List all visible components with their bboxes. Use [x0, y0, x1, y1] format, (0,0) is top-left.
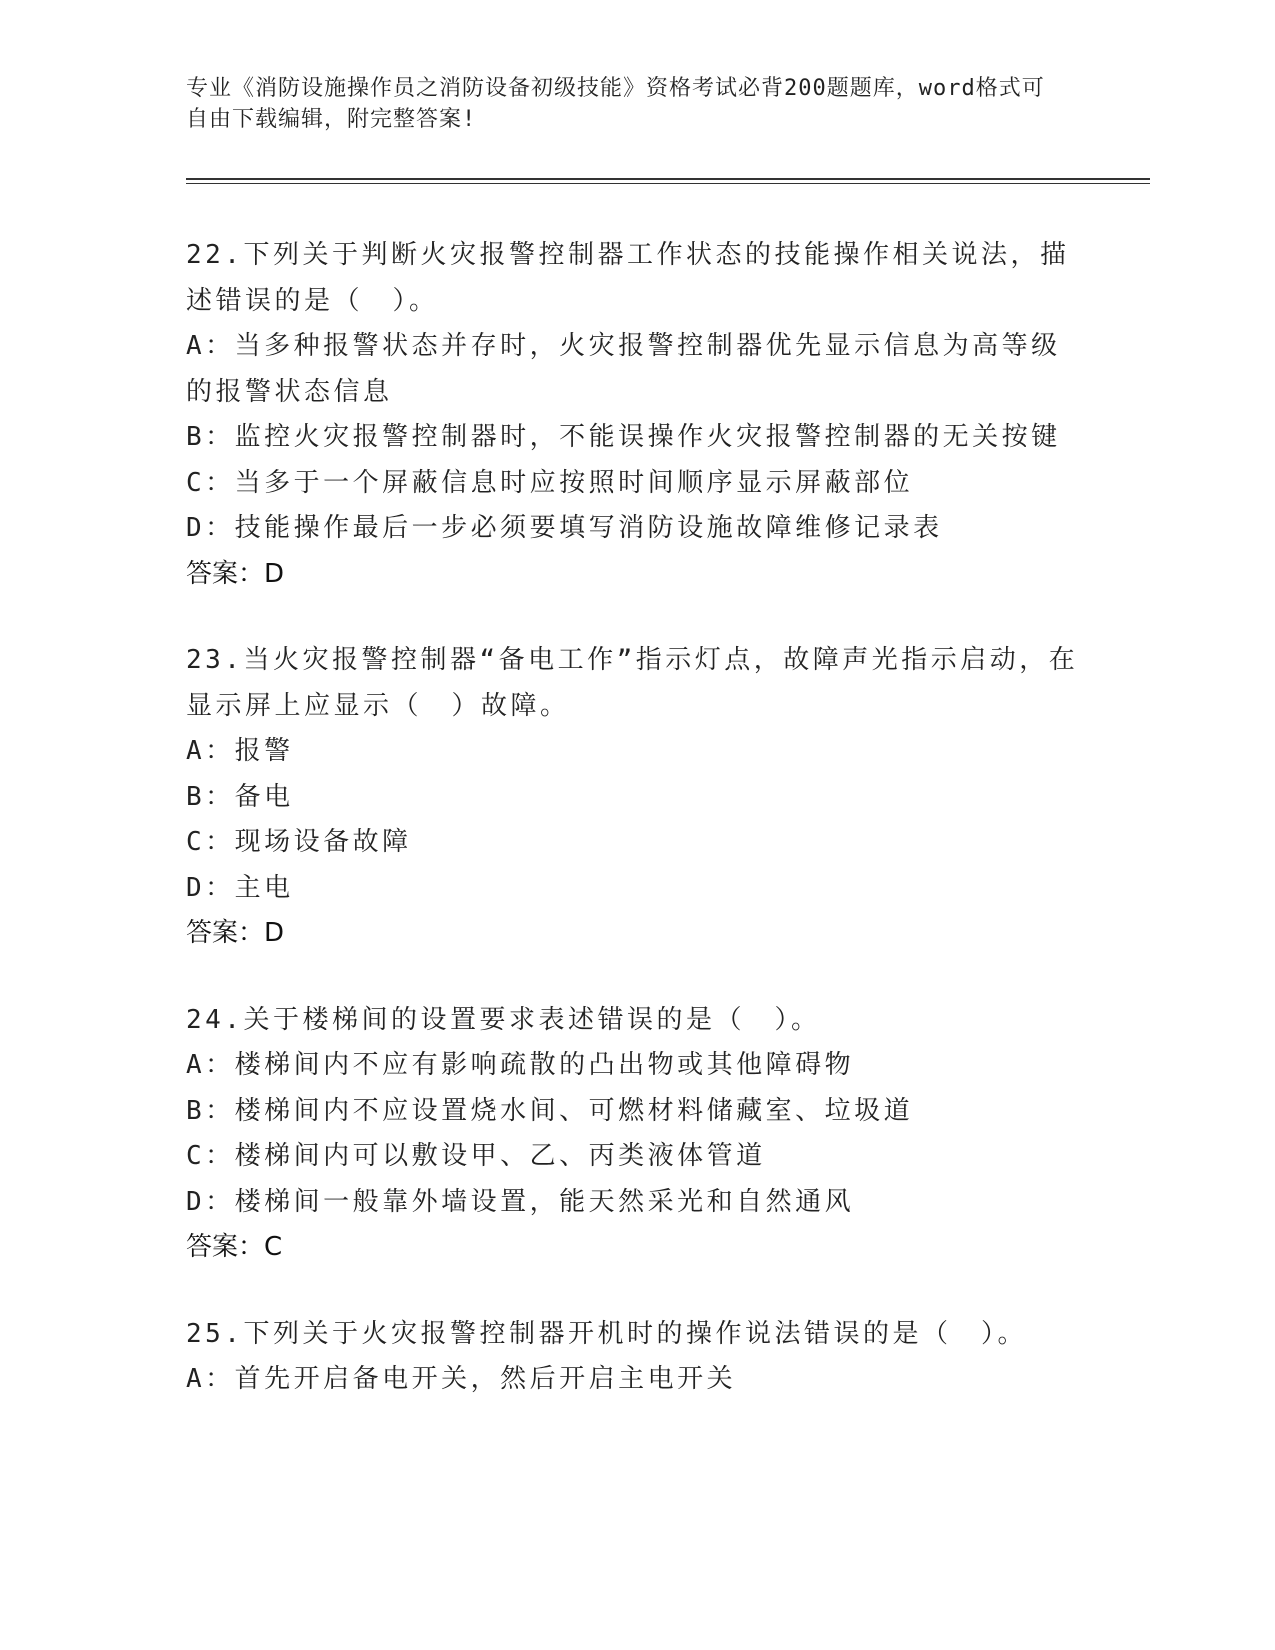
question-stem: 25.下列关于火灾报警控制器开机时的操作说法错误的是（ ）。 — [186, 1318, 1027, 1349]
header-divider-thin — [186, 183, 1150, 184]
document-header: 专业《消防设施操作员之消防设备初级技能》资格考试必背200题题库，word格式可自由下载编辑，附完整答案! — [186, 76, 1045, 132]
question-stem: 22.下列关于判断火灾报警控制器工作状态的技能操作相关说法，描述错误的是（ ）。 — [186, 240, 1070, 316]
option-c: C：当多于一个屏蔽信息时应按照时间顺序显示屏蔽部位 — [186, 467, 914, 498]
answer-line: 答案：C — [186, 1232, 283, 1262]
option-a: A：楼梯间内不应有影响疏散的凸出物或其他障碍物 — [186, 1050, 855, 1080]
question-23 — [186, 638, 1086, 957]
answer-line: 答案：D — [186, 918, 285, 948]
question-stem: 23.当火灾报警控制器“备电工作”指示灯点，故障声光指示启动，在显示屏上应显示（ ）故障。 — [186, 645, 1079, 721]
option-b: B：备电 — [186, 781, 294, 812]
option-d: D：主电 — [186, 872, 294, 903]
question-24 — [186, 998, 1086, 1271]
option-d: D：楼梯间一般靠外墙设置，能天然采光和自然通风 — [186, 1186, 855, 1217]
question-list — [186, 233, 1086, 1444]
option-a: A：当多种报警状态并存时，火灾报警控制器优先显示信息为高等级的报警状态信息 — [186, 331, 1061, 407]
option-c: C：现场设备故障 — [186, 827, 412, 857]
question-22 — [186, 233, 1086, 597]
option-b: B：监控火灾报警控制器时，不能误操作火灾报警控制器的无关按键 — [186, 422, 1061, 452]
option-b: B：楼梯间内不应设置烧水间、可燃材料储藏室、垃圾道 — [186, 1095, 914, 1126]
answer-line: 答案：D — [186, 558, 285, 589]
header-divider-thick — [186, 178, 1150, 180]
option-c: C：楼梯间内可以敷设甲、乙、丙类液体管道 — [186, 1141, 766, 1171]
question-25 — [186, 1312, 1086, 1403]
option-a: A：首先开启备电开关，然后开启主电开关 — [186, 1364, 737, 1394]
question-stem: 24.关于楼梯间的设置要求表述错误的是（ ）。 — [186, 1004, 821, 1035]
option-d: D：技能操作最后一步必须要填写消防设施故障维修记录表 — [186, 513, 943, 543]
option-a: A：报警 — [186, 736, 294, 766]
